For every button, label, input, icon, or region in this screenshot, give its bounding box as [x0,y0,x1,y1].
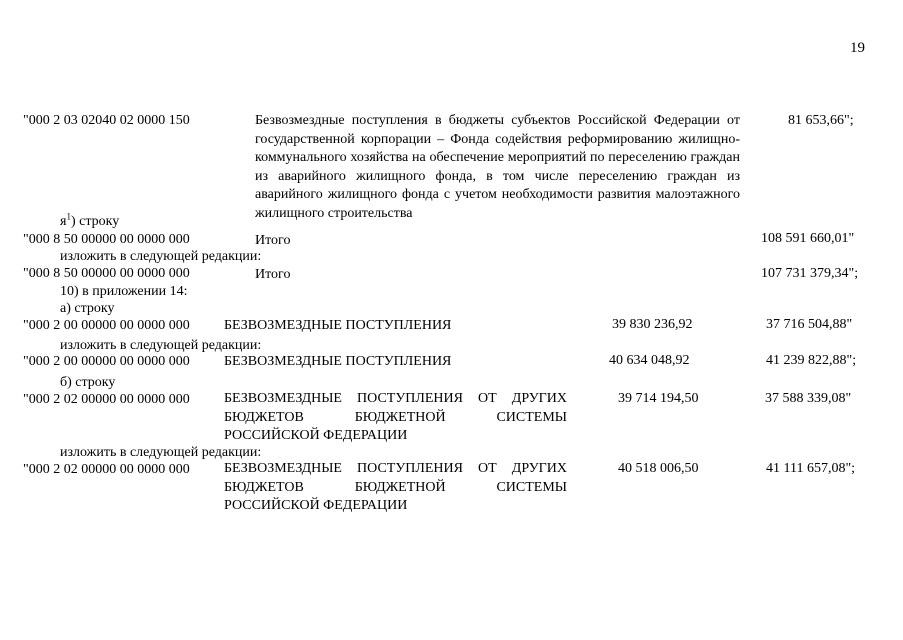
row1-value: 81 653,66"; [788,113,854,128]
row7-description: БЕЗВОЗМЕЗДНЫЕ ПОСТУПЛЕНИЯ ОТ ДРУГИХ БЮДЖЕТОВ БЮДЖЕТНОЙ СИСТЕМЫ РОССИЙСКОЙ ФЕДЕРАЦИИ [224,461,567,513]
clause-ya [60,213,119,230]
row7-value2: 41 111 657,08"; [766,461,856,476]
replace-note-2: изложить в следующей редакции: [60,338,262,353]
clause-b: б) строку [60,375,116,390]
clause-a: а) строку [60,301,115,316]
row6-value2: 37 588 339,08" [765,391,852,406]
row6-code: "000 2 02 00000 00 0000 000 [23,392,190,407]
row5-value2: 41 239 822,88"; [766,353,857,368]
row7-value1: 40 518 006,50 [618,461,699,476]
clause-ya-sup: 1 [66,211,71,222]
replace-note-3: изложить в следующей редакции: [60,445,262,460]
row3-value: 107 731 379,34"; [761,266,859,281]
row2-code: "000 8 50 00000 00 0000 000 [23,232,190,247]
row5-value1: 40 634 048,92 [609,353,690,368]
replace-note-1: изложить в следующей редакции: [60,249,262,264]
row2-description: Итого [255,233,291,248]
row4-value1: 39 830 236,92 [612,317,693,332]
row3-code: "000 8 50 00000 00 0000 000 [23,266,190,281]
row5-description: БЕЗВОЗМЕЗДНЫЕ ПОСТУПЛЕНИЯ [224,354,452,369]
row5-code: "000 2 00 00000 00 0000 000 [23,354,190,369]
row6-description: БЕЗВОЗМЕЗДНЫЕ ПОСТУПЛЕНИЯ ОТ ДРУГИХ БЮДЖЕТОВ БЮДЖЕТНОЙ СИСТЕМЫ РОССИЙСКОЙ ФЕДЕРАЦИИ [224,391,567,443]
row4-description: БЕЗВОЗМЕЗДНЫЕ ПОСТУПЛЕНИЯ [224,318,452,333]
row6-value1: 39 714 194,50 [618,391,699,406]
row3-description: Итого [255,267,291,282]
page-number: 19 [850,40,865,56]
clause-10: 10) в приложении 14: [60,284,188,299]
clause-ya-rest: ) строку [70,214,120,229]
row2-value: 108 591 660,01" [761,231,855,246]
row7-code: "000 2 02 00000 00 0000 000 [23,462,190,477]
row4-code: "000 2 00 00000 00 0000 000 [23,318,190,333]
row1-code: "000 2 03 02040 02 0000 150 [23,113,190,128]
row4-value2: 37 716 504,88" [766,317,853,332]
row1-description: Безвозмездные поступления в бюджеты субъектов Российской Федерации от государственной корпорации – Фонда содействия реформированию жилищно-коммунального хозяйства на обеспечение мероприятий по переселению граждан из аварийного жилищного фонда, в том числе переселению граждан из аварийного жилищного фонда с учетом необходимости развития малоэтажного жилищного строительства [255,113,740,221]
clause-ya-letter: я [60,214,67,229]
